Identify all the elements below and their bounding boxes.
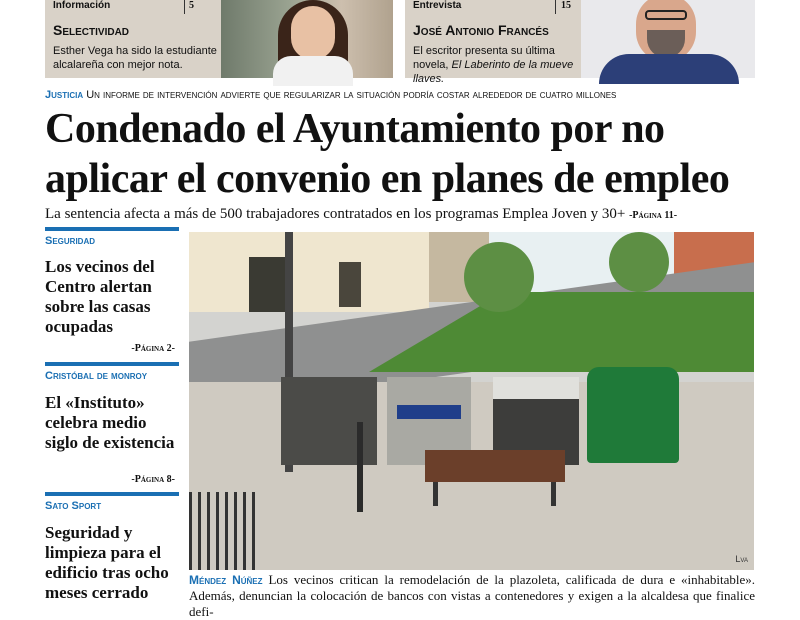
portrait-shirt [273, 56, 353, 86]
container-lid [493, 377, 579, 399]
bench [425, 450, 565, 482]
teaser-section-label: Información [53, 0, 111, 11]
writer-portrait-photo [581, 0, 755, 78]
sidebar-rule [45, 492, 179, 496]
teaser-body-text: El escritor presenta su última novela, [413, 45, 555, 71]
container-label [397, 405, 461, 419]
teaser-strip [45, 0, 755, 85]
teaser-headline: José Antonio Francés [413, 22, 549, 38]
teaser-selectividad[interactable] [45, 0, 221, 78]
main-headline[interactable]: Condenado el Ayuntamiento por no aplicar el convenio en planes de empleo [45, 106, 730, 202]
kicker-text: Un informe de intervención advierte que regularizar la situación podría costar alrededor de cuatro millones [86, 89, 617, 101]
door [339, 262, 361, 307]
sidebar-headline-seguridad[interactable]: Los vecinos del Centro alertan sobre las casas ocupadas [45, 257, 155, 336]
caption-section: Méndez Núñez [189, 573, 263, 587]
main-subhead [45, 206, 757, 223]
caption-text: Los vecinos critican la remodelación de la plazoleta, calificada de dura e «inhabitable». Además, denuncian la colocación de bancos con vistas a contenedores y exigen a la alcaldesa que finalice defi- [189, 572, 756, 619]
sidebar-section-monroy: Cristóbal de monroy [45, 370, 148, 382]
sidebar-headline-instituto[interactable]: El «Instituto» celebra medio siglo de existencia [45, 393, 175, 452]
bench-leg [551, 482, 556, 506]
teaser-page-number: 15 [561, 0, 571, 11]
teaser-body: Esther Vega ha sido la estudiante alcalareña con mejor nota. [53, 45, 217, 71]
subhead-page-ref[interactable]: -Página 11- [629, 210, 678, 221]
teaser-section-label: Entrevista [413, 0, 462, 11]
subhead-text: La sentencia afecta a más de 500 trabajadores contratados en los programas Emplea Joven y 30+ [45, 206, 626, 222]
railing [189, 492, 259, 570]
sidebar-section-sato-sport: Sato Sport [45, 500, 102, 512]
novel-title: El Laberinto de la mueve llaves. [413, 59, 574, 85]
teaser-headline: Selectividad [53, 22, 130, 38]
teaser-page-number: 5 [189, 0, 194, 11]
plaza-photo [189, 232, 754, 570]
student-portrait-photo [221, 0, 393, 78]
photo-credit: Lva [735, 554, 748, 564]
bench-leg [433, 482, 438, 506]
tree [464, 242, 534, 312]
portrait-glasses [645, 10, 687, 20]
tree [609, 232, 669, 292]
garage-door [249, 257, 285, 312]
divider [555, 0, 556, 14]
building [189, 232, 429, 312]
sidebar-page-ref[interactable]: -Página 8- [131, 474, 175, 485]
sidebar-page-ref[interactable]: -Página 2- [131, 343, 175, 354]
sidebar-headline-sato-sport[interactable]: Seguridad y limpieza para el edificio tras ocho meses cerrado [45, 523, 169, 602]
sidebar-section-seguridad: Seguridad [45, 235, 96, 247]
kicker-section: Justicia [45, 89, 84, 101]
portrait-face [291, 6, 335, 60]
teaser-entrevista[interactable] [405, 0, 581, 85]
portrait-shirt [599, 54, 739, 84]
sidebar-rule [45, 227, 179, 231]
main-kicker [45, 89, 755, 101]
glass-recycling-container [587, 367, 679, 463]
teaser-body [413, 44, 583, 86]
divider [184, 0, 185, 14]
bollard [357, 422, 363, 512]
photo-caption [189, 572, 755, 620]
sidebar-rule [45, 362, 179, 366]
